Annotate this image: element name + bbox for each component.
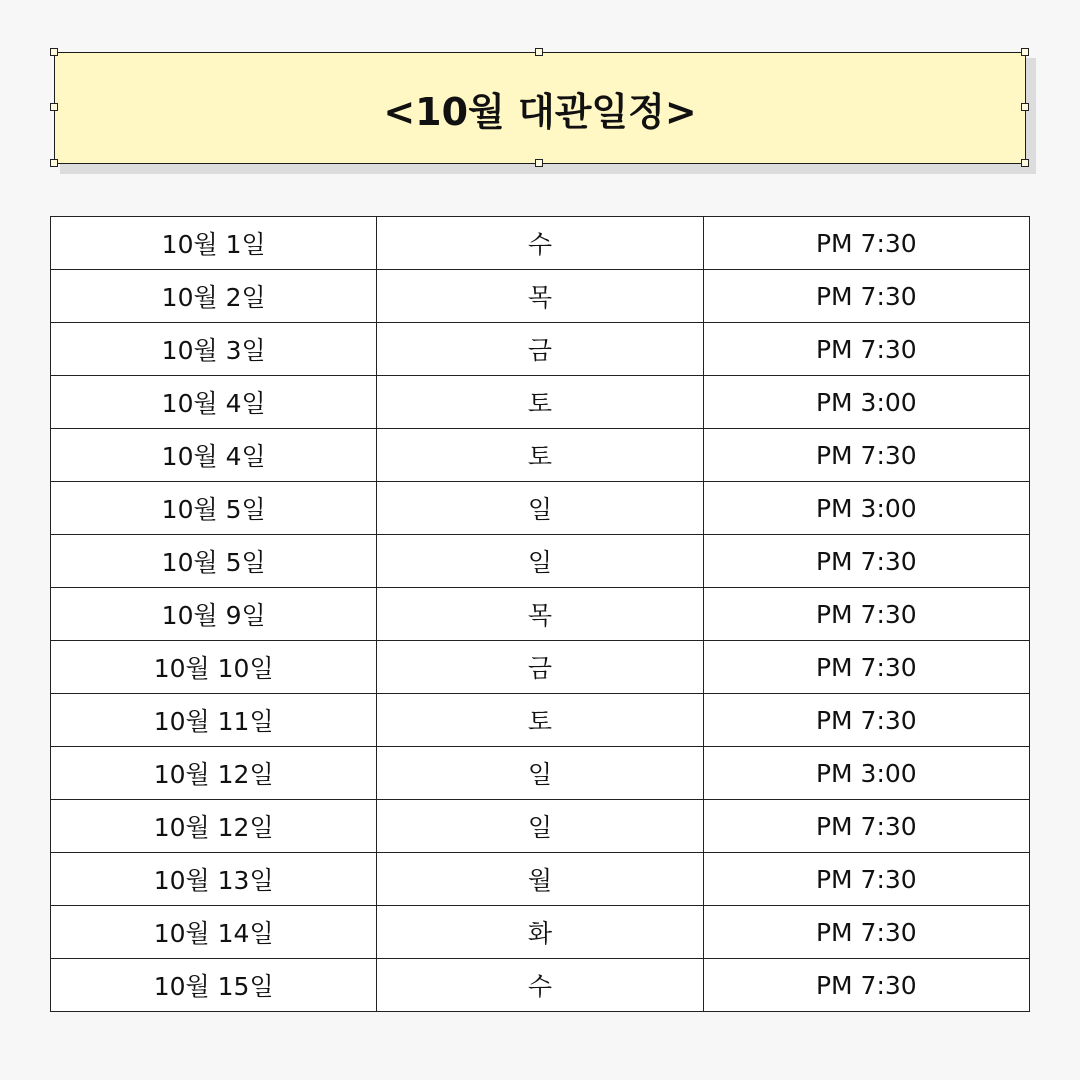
resize-handle-middle-left[interactable] (50, 103, 58, 111)
table-row (51, 853, 1030, 906)
date-cell[interactable]: 10월 11일 (51, 694, 377, 747)
time-cell[interactable]: PM 7:30 (703, 535, 1029, 588)
date-cell[interactable]: 10월 12일 (51, 800, 377, 853)
weekday-cell[interactable]: 목 (377, 270, 703, 323)
time-cell[interactable]: PM 7:30 (703, 641, 1029, 694)
title-box[interactable] (54, 52, 1026, 164)
weekday-cell[interactable]: 일 (377, 800, 703, 853)
resize-handle-top-middle[interactable] (535, 48, 543, 56)
resize-handle-middle-right[interactable] (1021, 103, 1029, 111)
date-cell[interactable]: 10월 2일 (51, 270, 377, 323)
time-cell[interactable]: PM 7:30 (703, 323, 1029, 376)
page-title: <10월 대관일정> (383, 89, 697, 134)
weekday-cell[interactable]: 화 (377, 906, 703, 959)
table-row (51, 429, 1030, 482)
table-row (51, 906, 1030, 959)
resize-handle-bottom-left[interactable] (50, 159, 58, 167)
table-row (51, 270, 1030, 323)
weekday-cell[interactable]: 수 (377, 959, 703, 1012)
weekday-cell[interactable]: 금 (377, 641, 703, 694)
time-cell[interactable]: PM 7:30 (703, 217, 1029, 270)
table-row (51, 747, 1030, 800)
time-cell[interactable]: PM 3:00 (703, 482, 1029, 535)
weekday-cell[interactable]: 토 (377, 694, 703, 747)
time-cell[interactable]: PM 3:00 (703, 747, 1029, 800)
date-cell[interactable]: 10월 15일 (51, 959, 377, 1012)
weekday-cell[interactable]: 일 (377, 747, 703, 800)
table-row (51, 588, 1030, 641)
resize-handle-top-right[interactable] (1021, 48, 1029, 56)
table-row (51, 217, 1030, 270)
weekday-cell[interactable]: 일 (377, 535, 703, 588)
date-cell[interactable]: 10월 4일 (51, 429, 377, 482)
date-cell[interactable]: 10월 5일 (51, 535, 377, 588)
title-text-box[interactable] (54, 52, 1026, 164)
time-cell[interactable]: PM 7:30 (703, 694, 1029, 747)
resize-handle-top-left[interactable] (50, 48, 58, 56)
resize-handle-bottom-right[interactable] (1021, 159, 1029, 167)
date-cell[interactable]: 10월 5일 (51, 482, 377, 535)
date-cell[interactable]: 10월 14일 (51, 906, 377, 959)
resize-handle-bottom-middle[interactable] (535, 159, 543, 167)
time-cell[interactable]: PM 7:30 (703, 800, 1029, 853)
table-row (51, 376, 1030, 429)
table-row (51, 641, 1030, 694)
date-cell[interactable]: 10월 9일 (51, 588, 377, 641)
weekday-cell[interactable]: 토 (377, 376, 703, 429)
time-cell[interactable]: PM 7:30 (703, 906, 1029, 959)
weekday-cell[interactable]: 수 (377, 217, 703, 270)
time-cell[interactable]: PM 7:30 (703, 429, 1029, 482)
table-row (51, 482, 1030, 535)
date-cell[interactable]: 10월 4일 (51, 376, 377, 429)
schedule-table[interactable] (50, 216, 1030, 1012)
table-row (51, 535, 1030, 588)
date-cell[interactable]: 10월 13일 (51, 853, 377, 906)
table-row (51, 959, 1030, 1012)
weekday-cell[interactable]: 토 (377, 429, 703, 482)
time-cell[interactable]: PM 7:30 (703, 853, 1029, 906)
time-cell[interactable]: PM 7:30 (703, 959, 1029, 1012)
weekday-cell[interactable]: 월 (377, 853, 703, 906)
weekday-cell[interactable]: 금 (377, 323, 703, 376)
schedule-table-body (51, 217, 1030, 1012)
date-cell[interactable]: 10월 12일 (51, 747, 377, 800)
time-cell[interactable]: PM 7:30 (703, 270, 1029, 323)
time-cell[interactable]: PM 3:00 (703, 376, 1029, 429)
date-cell[interactable]: 10월 3일 (51, 323, 377, 376)
table-row (51, 694, 1030, 747)
weekday-cell[interactable]: 목 (377, 588, 703, 641)
date-cell[interactable]: 10월 1일 (51, 217, 377, 270)
date-cell[interactable]: 10월 10일 (51, 641, 377, 694)
table-row (51, 800, 1030, 853)
time-cell[interactable]: PM 7:30 (703, 588, 1029, 641)
weekday-cell[interactable]: 일 (377, 482, 703, 535)
table-row (51, 323, 1030, 376)
